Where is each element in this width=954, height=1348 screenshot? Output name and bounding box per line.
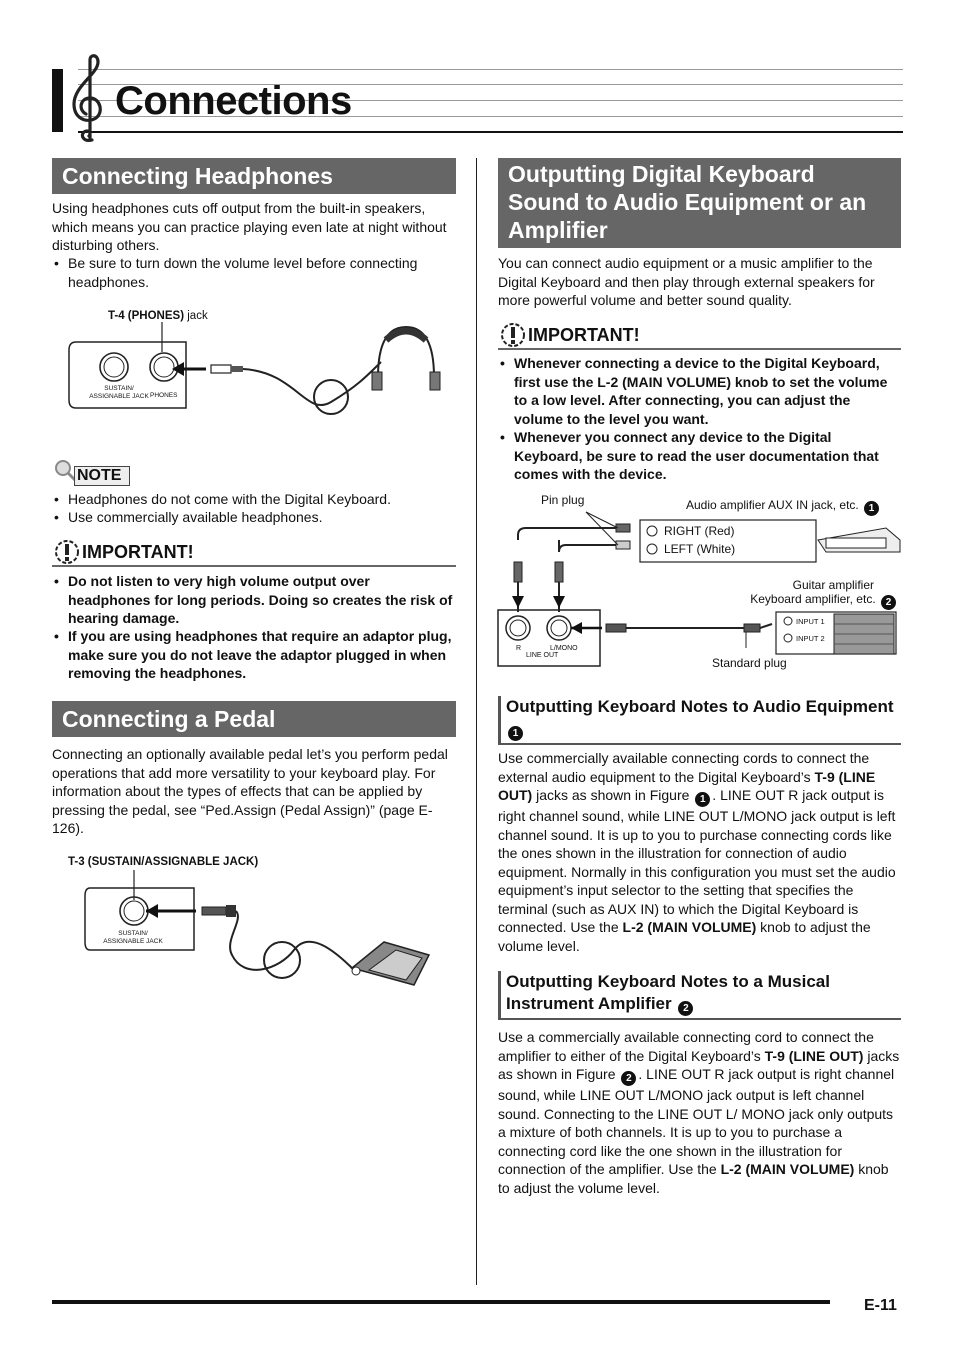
note-item: • Headphones do not come with the Digital Keyboard.: [52, 490, 456, 509]
important-item: • Whenever you connect any device to the Digital Keyboard, be sure to read the user documentation that comes with the device.: [498, 428, 901, 484]
important-label: IMPORTANT!: [528, 325, 640, 345]
left-white-label: LEFT (White): [664, 542, 736, 556]
headphones-intro: Using headphones cuts off output from the built-in speakers, which means you can practice playing even late at night without disturbing others.: [52, 200, 447, 253]
header-rule: [78, 131, 903, 133]
section-heading-output: Outputting Digital Keyboard Sound to Audio Equipment or an Amplifier: [498, 158, 901, 248]
pin-plug-label: Pin plug: [541, 493, 585, 507]
figure-number-1: 1: [695, 792, 710, 807]
guitar-amp-label: Guitar amplifier: [792, 578, 874, 592]
subheading-audio-equipment: Outputting Keyboard Notes to Audio Equipment 1: [498, 696, 901, 745]
jack-r-label: R: [516, 645, 522, 652]
jack-lmono-label: L/MONO: [550, 645, 578, 652]
aux-label: Audio amplifier AUX IN jack, etc. 1: [686, 498, 881, 516]
pedal-jack-label: T-3 (SUSTAIN/ASSIGNABLE JACK): [68, 856, 259, 868]
figure-number-2: 2: [678, 1001, 693, 1016]
input1-label: INPUT 1: [796, 617, 825, 626]
important-header-right: [498, 324, 901, 350]
audio-equipment-body: Use commercially available connecting cords to connect the external audio equipment to the Digital Keyboard’s T-9 (LINE OUT) jacks as shown in Figure 1 . LINE OUT R jack output is right channel sound, while LINE OUT L/MONO jack output is left channel sound. It is up to you to purchase connecting cords like the ones shown in the illustration for connection of audio equipment. Normally in this configuration you must set the audio equipment’s input selector to the setting that specifies the terminal (such as AUX IN) to which the Digital Keyboard is connected. Use the L-2 (MAIN VOLUME) knob to adjust the volume level.: [498, 750, 896, 954]
section-heading-pedal: Connecting a Pedal: [52, 701, 456, 737]
page-number: E-11: [864, 1297, 897, 1314]
column-divider: [476, 158, 477, 1285]
output-intro: You can connect audio equipment or a music amplifier to the Digital Keyboard and then play through external speakers for more powerful volume and better sound quality.: [498, 255, 875, 308]
right-red-label: RIGHT (Red): [664, 524, 735, 538]
note-label: NOTE: [77, 467, 122, 484]
important-item: • Whenever connecting a device to the Digital Keyboard, first use the L-2 (MAIN VOLUME) knob to set the volume to a low level. After connecting, you can adjust the volume to the level you want.: [498, 354, 901, 428]
important-header-left: [52, 541, 456, 567]
figure-number-2: 2: [881, 595, 896, 610]
subheading-instrument-amplifier: Outputting Keyboard Notes to a Musical Instrument Amplifier 2: [498, 971, 901, 1020]
header-bar: [52, 69, 63, 132]
figure-number-1: 1: [864, 501, 879, 516]
treble-clef-icon: [66, 52, 112, 144]
footer-rule: [52, 1300, 830, 1304]
headphones-bullet: • Be sure to turn down the volume level before connecting headphones.: [52, 254, 456, 291]
pedal-body: Connecting an optionally available pedal let’s you perform pedal operations that add more versatility to your keyboard play. For information about the types of effects that can be applied by pressing the pedal, see “Ped.Assign (Pedal Assign)” (page E-126).: [52, 746, 448, 836]
input2-label: INPUT 2: [796, 634, 825, 643]
standard-plug-label: Standard plug: [712, 656, 787, 670]
figure-number-1: 1: [508, 726, 523, 741]
section-heading-headphones: Connecting Headphones: [52, 158, 456, 194]
staff-line: [78, 69, 903, 70]
important-item: • Do not listen to very high volume output over headphones for long periods. Doing so creates the risk of hearing damage.: [52, 572, 456, 628]
keyboard-amp-label: Keyboard amplifier, etc. 2: [730, 592, 898, 610]
important-item: • If you are using headphones that require an adaptor plug, make sure you do not leave the adaptor plugged in when removing the headphones.: [52, 627, 456, 683]
line-out-label: LINE OUT: [526, 652, 559, 659]
instrument-amplifier-body: Use a commercially available connecting cord to connect the amplifier to either of the Digital Keyboard’s T-9 (LINE OUT) jacks as shown in Figure 2 . LINE OUT R jack output is right channel sound, while LINE OUT L/MONO jack output is left channel sound. Connecting to the LINE OUT L/ MONO jack only outputs a mixture of both channels. It is up to you to purchase a connecting cord like the one shown in the illustration for connection of the amplifier. Use the L-2 (MAIN VOLUME) knob to adjust the volume level.: [498, 1029, 900, 1196]
page-title: Connections: [115, 79, 352, 123]
phones-label: PHONES: [150, 392, 178, 399]
warning-icon: [500, 322, 526, 350]
phones-jack-label: T-4 (PHONES) jack: [108, 310, 208, 322]
figure-number-2: 2: [621, 1071, 636, 1086]
headphones-diagram: [66, 322, 446, 422]
note-item: • Use commercially available headphones.: [52, 508, 456, 527]
important-label: IMPORTANT!: [82, 542, 194, 562]
warning-icon: [54, 539, 80, 567]
pedal-sustain-jack-label: SUSTAIN/ ASSIGNABLE JACK: [103, 930, 163, 945]
sustain-jack-label: SUSTAIN/ ASSIGNABLE JACK: [89, 385, 149, 400]
